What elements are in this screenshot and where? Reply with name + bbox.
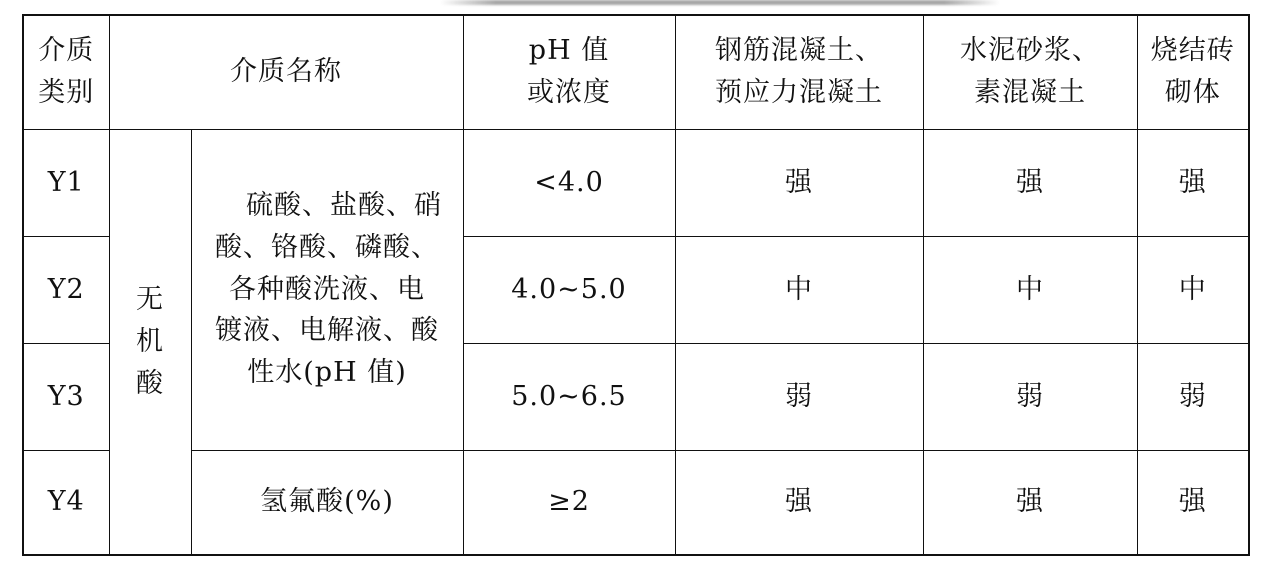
corrosion-medium-table bbox=[22, 14, 1250, 556]
acid-names-line: 性水(pH 值) bbox=[247, 357, 407, 389]
category-cell: Y2 bbox=[23, 236, 109, 343]
group-label-char: 机 bbox=[136, 325, 164, 357]
reinforced-concrete-grade-cell: 强 bbox=[675, 129, 923, 236]
header-line: 钢筋混凝土、 bbox=[715, 35, 883, 67]
fired-brick-grade-cell: 弱 bbox=[1137, 343, 1249, 450]
header-line: 介质 bbox=[38, 35, 95, 67]
header-line: 或浓度 bbox=[527, 77, 611, 109]
reinforced-concrete-grade-cell: 强 bbox=[675, 450, 923, 555]
ph-cell: 5.0~6.5 bbox=[463, 343, 675, 450]
category-cell: Y4 bbox=[23, 450, 109, 555]
group-label-char: 酸 bbox=[136, 367, 164, 399]
header-medium-name: 介质名称 bbox=[109, 15, 463, 129]
category-cell: Y1 bbox=[23, 129, 109, 236]
header-fired-brick-masonry bbox=[1137, 15, 1249, 129]
reinforced-concrete-grade-cell: 弱 bbox=[675, 343, 923, 450]
cement-mortar-grade-cell: 弱 bbox=[923, 343, 1137, 450]
acid-names-line: 各种酸洗液、电 bbox=[229, 273, 425, 305]
ph-cell: <4.0 bbox=[463, 129, 675, 236]
fired-brick-grade-cell: 中 bbox=[1137, 236, 1249, 343]
cropped-caption-edge bbox=[440, 0, 1000, 5]
header-cement-mortar bbox=[923, 15, 1137, 129]
fired-brick-grade-cell: 强 bbox=[1137, 129, 1249, 236]
cement-mortar-grade-cell: 中 bbox=[923, 236, 1137, 343]
header-reinforced-concrete bbox=[675, 15, 923, 129]
acid-names-cell bbox=[191, 129, 463, 450]
cement-mortar-grade-cell: 强 bbox=[923, 129, 1137, 236]
ph-cell: ≥2 bbox=[463, 450, 675, 555]
cement-mortar-grade-cell: 强 bbox=[923, 450, 1137, 555]
header-line: 类别 bbox=[38, 77, 95, 109]
acid-names-line: 酸、铬酸、磷酸、 bbox=[215, 231, 439, 263]
group-label-char: 无 bbox=[136, 283, 164, 315]
header-line: 预应力混凝土 bbox=[715, 77, 883, 109]
header-line: 水泥砂浆、 bbox=[960, 35, 1100, 67]
table-row bbox=[23, 450, 1249, 555]
header-line: 砌体 bbox=[1164, 77, 1221, 109]
reinforced-concrete-grade-cell: 中 bbox=[675, 236, 923, 343]
table-row bbox=[23, 129, 1249, 236]
header-row bbox=[23, 15, 1249, 129]
header-ph-or-concentration bbox=[463, 15, 675, 129]
fired-brick-grade-cell: 强 bbox=[1137, 450, 1249, 555]
inorganic-acid-group-cell bbox=[109, 129, 191, 555]
category-cell: Y3 bbox=[23, 343, 109, 450]
acid-names-line: 硫酸、盐酸、硝 bbox=[246, 189, 442, 221]
header-line: 烧结砖 bbox=[1150, 35, 1235, 67]
cropped-caption-strip bbox=[0, 0, 1272, 14]
medium-name-cell: 氢氟酸(%) bbox=[191, 450, 463, 555]
header-line: 素混凝土 bbox=[974, 77, 1086, 109]
acid-names-line: 镀液、电解液、酸 bbox=[215, 315, 439, 347]
header-line: pH 值 bbox=[528, 35, 610, 67]
header-medium-category bbox=[23, 15, 109, 129]
ph-cell: 4.0~5.0 bbox=[463, 236, 675, 343]
